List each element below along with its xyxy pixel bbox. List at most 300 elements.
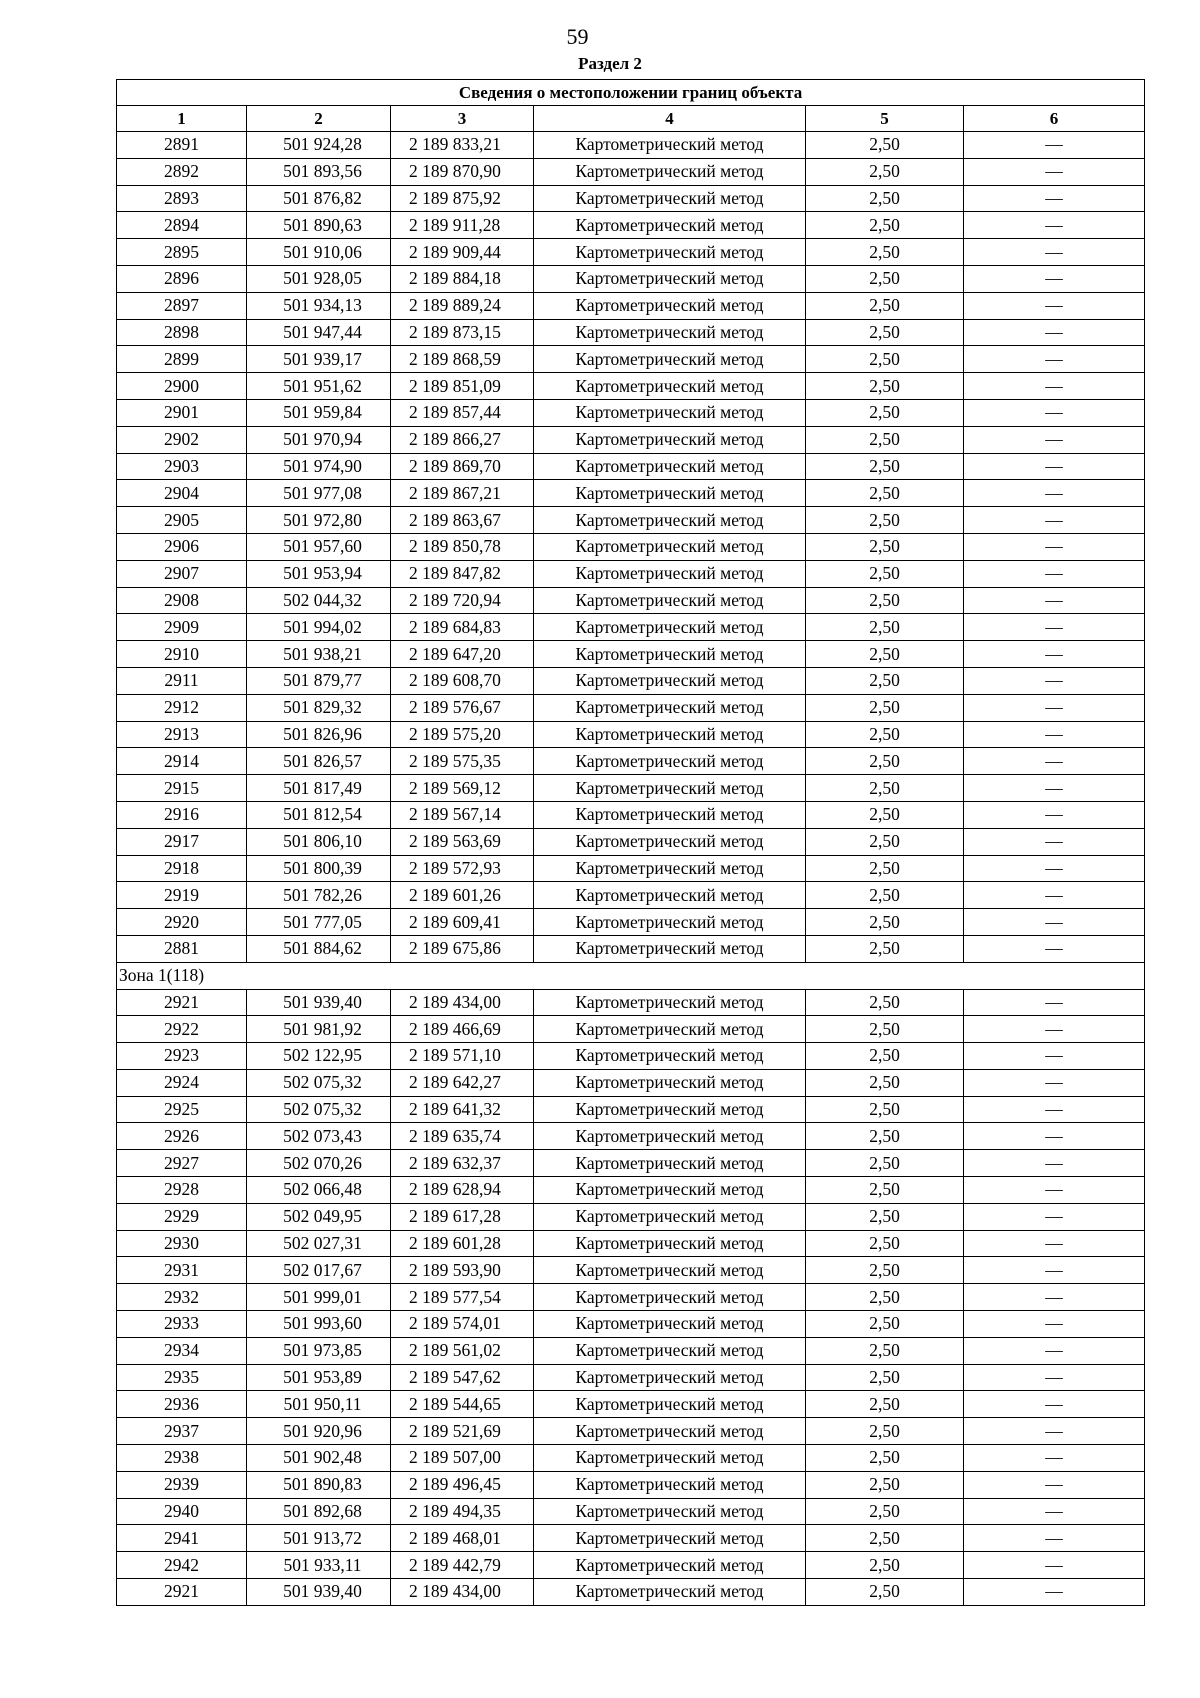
coordinate-x-cell: 501 950,11 bbox=[247, 1391, 391, 1418]
table-row bbox=[117, 533, 1145, 560]
accuracy-cell: 2,50 bbox=[806, 1257, 964, 1284]
table-row bbox=[117, 158, 1145, 185]
point-number-cell: 2913 bbox=[117, 721, 247, 748]
coordinate-x-cell: 501 913,72 bbox=[247, 1525, 391, 1552]
table-row bbox=[117, 721, 1145, 748]
description-cell: — bbox=[964, 533, 1145, 560]
coordinate-x-cell: 501 826,96 bbox=[247, 721, 391, 748]
description-cell: — bbox=[964, 1552, 1145, 1579]
accuracy-cell: 2,50 bbox=[806, 882, 964, 909]
accuracy-cell: 2,50 bbox=[806, 1471, 964, 1498]
accuracy-cell: 2,50 bbox=[806, 1364, 964, 1391]
coordinate-y-cell: 2 189 863,67 bbox=[391, 507, 534, 534]
description-cell: — bbox=[964, 1498, 1145, 1525]
method-cell: Картометрический метод bbox=[534, 373, 806, 400]
method-cell: Картометрический метод bbox=[534, 1364, 806, 1391]
coordinate-x-cell: 501 994,02 bbox=[247, 614, 391, 641]
coordinate-x-cell: 502 073,43 bbox=[247, 1123, 391, 1150]
accuracy-cell: 2,50 bbox=[806, 1445, 964, 1472]
point-number-cell: 2904 bbox=[117, 480, 247, 507]
table-row bbox=[117, 1364, 1145, 1391]
method-cell: Картометрический метод bbox=[534, 587, 806, 614]
coordinate-y-cell: 2 189 870,90 bbox=[391, 158, 534, 185]
coordinate-y-cell: 2 189 675,86 bbox=[391, 935, 534, 962]
table-row bbox=[117, 828, 1145, 855]
method-cell: Картометрический метод bbox=[534, 1284, 806, 1311]
table-row bbox=[117, 1257, 1145, 1284]
point-number-cell: 2911 bbox=[117, 667, 247, 694]
coordinate-y-cell: 2 189 875,92 bbox=[391, 185, 534, 212]
description-cell: — bbox=[964, 1123, 1145, 1150]
accuracy-cell: 2,50 bbox=[806, 292, 964, 319]
coordinate-x-cell: 501 951,62 bbox=[247, 373, 391, 400]
table-row bbox=[117, 373, 1145, 400]
description-cell: — bbox=[964, 775, 1145, 802]
table-row bbox=[117, 265, 1145, 292]
accuracy-cell: 2,50 bbox=[806, 1177, 964, 1204]
point-number-cell: 2910 bbox=[117, 641, 247, 668]
coordinate-y-cell: 2 189 434,00 bbox=[391, 989, 534, 1016]
point-number-cell: 2932 bbox=[117, 1284, 247, 1311]
table-row bbox=[117, 855, 1145, 882]
point-number-cell: 2936 bbox=[117, 1391, 247, 1418]
point-number-cell: 2920 bbox=[117, 909, 247, 936]
accuracy-cell: 2,50 bbox=[806, 641, 964, 668]
accuracy-cell: 2,50 bbox=[806, 989, 964, 1016]
point-number-cell: 2907 bbox=[117, 560, 247, 587]
coordinate-x-cell: 501 959,84 bbox=[247, 399, 391, 426]
point-number-cell: 2926 bbox=[117, 1123, 247, 1150]
table-row bbox=[117, 239, 1145, 266]
point-number-cell: 2903 bbox=[117, 453, 247, 480]
description-cell: — bbox=[964, 265, 1145, 292]
point-number-cell: 2901 bbox=[117, 399, 247, 426]
table-row bbox=[117, 1337, 1145, 1364]
point-number-cell: 2895 bbox=[117, 239, 247, 266]
coordinate-y-cell: 2 189 628,94 bbox=[391, 1177, 534, 1204]
method-cell: Картометрический метод bbox=[534, 1471, 806, 1498]
description-cell: — bbox=[964, 185, 1145, 212]
description-cell: — bbox=[964, 399, 1145, 426]
accuracy-cell: 2,50 bbox=[806, 346, 964, 373]
table-row bbox=[117, 1525, 1145, 1552]
description-cell: — bbox=[964, 292, 1145, 319]
coordinate-x-cell: 502 017,67 bbox=[247, 1257, 391, 1284]
coordinate-y-cell: 2 189 521,69 bbox=[391, 1418, 534, 1445]
description-cell: — bbox=[964, 453, 1145, 480]
description-cell: — bbox=[964, 1069, 1145, 1096]
coordinate-x-cell: 502 066,48 bbox=[247, 1177, 391, 1204]
table-row bbox=[117, 212, 1145, 239]
point-number-cell: 2941 bbox=[117, 1525, 247, 1552]
method-cell: Картометрический метод bbox=[534, 614, 806, 641]
coordinate-x-cell: 501 782,26 bbox=[247, 882, 391, 909]
coordinate-x-cell: 501 892,68 bbox=[247, 1498, 391, 1525]
coordinate-y-cell: 2 189 884,18 bbox=[391, 265, 534, 292]
coordinate-x-cell: 502 075,32 bbox=[247, 1096, 391, 1123]
coordinate-y-cell: 2 189 567,14 bbox=[391, 801, 534, 828]
coordinate-x-cell: 501 800,39 bbox=[247, 855, 391, 882]
column-number: 4 bbox=[534, 106, 806, 132]
accuracy-cell: 2,50 bbox=[806, 855, 964, 882]
coordinate-x-cell: 501 939,40 bbox=[247, 1579, 391, 1606]
point-number-cell: 2902 bbox=[117, 426, 247, 453]
table-row bbox=[117, 1445, 1145, 1472]
point-number-cell: 2891 bbox=[117, 132, 247, 159]
method-cell: Картометрический метод bbox=[534, 1123, 806, 1150]
table-row bbox=[117, 1123, 1145, 1150]
coordinate-y-cell: 2 189 869,70 bbox=[391, 453, 534, 480]
coordinate-x-cell: 501 876,82 bbox=[247, 185, 391, 212]
table-row bbox=[117, 1016, 1145, 1043]
method-cell: Картометрический метод bbox=[534, 1391, 806, 1418]
point-number-cell: 2908 bbox=[117, 587, 247, 614]
accuracy-cell: 2,50 bbox=[806, 507, 964, 534]
point-number-cell: 2937 bbox=[117, 1418, 247, 1445]
coordinate-y-cell: 2 189 496,45 bbox=[391, 1471, 534, 1498]
table-row bbox=[117, 319, 1145, 346]
column-number: 3 bbox=[391, 106, 534, 132]
method-cell: Картометрический метод bbox=[534, 748, 806, 775]
table-row bbox=[117, 453, 1145, 480]
accuracy-cell: 2,50 bbox=[806, 1418, 964, 1445]
coordinate-y-cell: 2 189 547,62 bbox=[391, 1364, 534, 1391]
description-cell: — bbox=[964, 1043, 1145, 1070]
coordinate-y-cell: 2 189 468,01 bbox=[391, 1525, 534, 1552]
accuracy-cell: 2,50 bbox=[806, 212, 964, 239]
description-cell: — bbox=[964, 346, 1145, 373]
description-cell: — bbox=[964, 1257, 1145, 1284]
description-cell: — bbox=[964, 239, 1145, 266]
table-row bbox=[117, 1043, 1145, 1070]
method-cell: Картометрический метод bbox=[534, 935, 806, 962]
point-number-cell: 2929 bbox=[117, 1203, 247, 1230]
coordinate-x-cell: 502 070,26 bbox=[247, 1150, 391, 1177]
accuracy-cell: 2,50 bbox=[806, 828, 964, 855]
point-number-cell: 2930 bbox=[117, 1230, 247, 1257]
description-cell: — bbox=[964, 480, 1145, 507]
coordinate-y-cell: 2 189 857,44 bbox=[391, 399, 534, 426]
coordinate-x-cell: 501 993,60 bbox=[247, 1311, 391, 1338]
point-number-cell: 2928 bbox=[117, 1177, 247, 1204]
coordinate-x-cell: 501 902,48 bbox=[247, 1445, 391, 1472]
method-cell: Картометрический метод bbox=[534, 1177, 806, 1204]
method-cell: Картометрический метод bbox=[534, 319, 806, 346]
method-cell: Картометрический метод bbox=[534, 1150, 806, 1177]
table-row bbox=[117, 1150, 1145, 1177]
method-cell: Картометрический метод bbox=[534, 801, 806, 828]
coordinate-x-cell: 501 939,17 bbox=[247, 346, 391, 373]
point-number-cell: 2892 bbox=[117, 158, 247, 185]
point-number-cell: 2905 bbox=[117, 507, 247, 534]
method-cell: Картометрический метод bbox=[534, 1445, 806, 1472]
coordinate-y-cell: 2 189 574,01 bbox=[391, 1311, 534, 1338]
accuracy-cell: 2,50 bbox=[806, 1391, 964, 1418]
description-cell: — bbox=[964, 158, 1145, 185]
description-cell: — bbox=[964, 507, 1145, 534]
table-row bbox=[117, 426, 1145, 453]
table-row bbox=[117, 614, 1145, 641]
accuracy-cell: 2,50 bbox=[806, 319, 964, 346]
accuracy-cell: 2,50 bbox=[806, 480, 964, 507]
coordinate-x-cell: 501 884,62 bbox=[247, 935, 391, 962]
method-cell: Картометрический метод bbox=[534, 1016, 806, 1043]
coordinate-y-cell: 2 189 494,35 bbox=[391, 1498, 534, 1525]
accuracy-cell: 2,50 bbox=[806, 1230, 964, 1257]
coordinate-y-cell: 2 189 569,12 bbox=[391, 775, 534, 802]
coordinate-y-cell: 2 189 577,54 bbox=[391, 1284, 534, 1311]
coordinate-x-cell: 501 977,08 bbox=[247, 480, 391, 507]
coordinate-x-cell: 501 981,92 bbox=[247, 1016, 391, 1043]
coordinate-x-cell: 501 928,05 bbox=[247, 265, 391, 292]
table-row bbox=[117, 480, 1145, 507]
accuracy-cell: 2,50 bbox=[806, 667, 964, 694]
description-cell: — bbox=[964, 1391, 1145, 1418]
method-cell: Картометрический метод bbox=[534, 1043, 806, 1070]
table-row bbox=[117, 560, 1145, 587]
description-cell: — bbox=[964, 1579, 1145, 1606]
coordinate-x-cell: 501 812,54 bbox=[247, 801, 391, 828]
method-cell: Картометрический метод bbox=[534, 212, 806, 239]
accuracy-cell: 2,50 bbox=[806, 801, 964, 828]
point-number-cell: 2896 bbox=[117, 265, 247, 292]
point-number-cell: 2925 bbox=[117, 1096, 247, 1123]
description-cell: — bbox=[964, 989, 1145, 1016]
coordinate-x-cell: 501 829,32 bbox=[247, 694, 391, 721]
coordinate-x-cell: 501 973,85 bbox=[247, 1337, 391, 1364]
accuracy-cell: 2,50 bbox=[806, 158, 964, 185]
method-cell: Картометрический метод bbox=[534, 1311, 806, 1338]
method-cell: Картометрический метод bbox=[534, 426, 806, 453]
point-number-cell: 2919 bbox=[117, 882, 247, 909]
accuracy-cell: 2,50 bbox=[806, 265, 964, 292]
method-cell: Картометрический метод bbox=[534, 1069, 806, 1096]
column-number-row bbox=[117, 106, 1145, 132]
method-cell: Картометрический метод bbox=[534, 855, 806, 882]
coordinate-y-cell: 2 189 575,20 bbox=[391, 721, 534, 748]
description-cell: — bbox=[964, 1364, 1145, 1391]
point-number-cell: 2914 bbox=[117, 748, 247, 775]
table-row bbox=[117, 882, 1145, 909]
point-number-cell: 2927 bbox=[117, 1150, 247, 1177]
accuracy-cell: 2,50 bbox=[806, 132, 964, 159]
table-row bbox=[117, 1311, 1145, 1338]
method-cell: Картометрический метод bbox=[534, 882, 806, 909]
method-cell: Картометрический метод bbox=[534, 667, 806, 694]
accuracy-cell: 2,50 bbox=[806, 587, 964, 614]
table-row bbox=[117, 989, 1145, 1016]
column-number: 2 bbox=[247, 106, 391, 132]
coordinate-y-cell: 2 189 563,69 bbox=[391, 828, 534, 855]
accuracy-cell: 2,50 bbox=[806, 775, 964, 802]
table-row bbox=[117, 694, 1145, 721]
zone-row bbox=[117, 962, 1145, 989]
description-cell: — bbox=[964, 721, 1145, 748]
section-title: Раздел 2 bbox=[578, 54, 642, 73]
table-row bbox=[117, 292, 1145, 319]
table-row bbox=[117, 1391, 1145, 1418]
accuracy-cell: 2,50 bbox=[806, 533, 964, 560]
accuracy-cell: 2,50 bbox=[806, 1284, 964, 1311]
point-number-cell: 2934 bbox=[117, 1337, 247, 1364]
accuracy-cell: 2,50 bbox=[806, 1337, 964, 1364]
description-cell: — bbox=[964, 641, 1145, 668]
description-cell: — bbox=[964, 1471, 1145, 1498]
table-row bbox=[117, 1230, 1145, 1257]
column-number: 6 bbox=[964, 106, 1145, 132]
coordinate-y-cell: 2 189 833,21 bbox=[391, 132, 534, 159]
description-cell: — bbox=[964, 748, 1145, 775]
method-cell: Картометрический метод bbox=[534, 909, 806, 936]
description-cell: — bbox=[964, 855, 1145, 882]
description-cell: — bbox=[964, 1096, 1145, 1123]
point-number-cell: 2921 bbox=[117, 989, 247, 1016]
description-cell: — bbox=[964, 828, 1145, 855]
table-row bbox=[117, 1096, 1145, 1123]
method-cell: Картометрический метод bbox=[534, 560, 806, 587]
point-number-cell: 2881 bbox=[117, 935, 247, 962]
table-caption: Сведения о местоположении границ объекта bbox=[117, 80, 1145, 106]
point-number-cell: 2894 bbox=[117, 212, 247, 239]
table-row bbox=[117, 1177, 1145, 1204]
description-cell: — bbox=[964, 1445, 1145, 1472]
coordinate-y-cell: 2 189 720,94 bbox=[391, 587, 534, 614]
table-row bbox=[117, 399, 1145, 426]
point-number-cell: 2912 bbox=[117, 694, 247, 721]
coordinate-x-cell: 501 879,77 bbox=[247, 667, 391, 694]
accuracy-cell: 2,50 bbox=[806, 1150, 964, 1177]
coordinate-y-cell: 2 189 466,69 bbox=[391, 1016, 534, 1043]
page-number: 59 bbox=[566, 24, 589, 49]
table-row bbox=[117, 1418, 1145, 1445]
coordinate-y-cell: 2 189 850,78 bbox=[391, 533, 534, 560]
accuracy-cell: 2,50 bbox=[806, 1043, 964, 1070]
table-row bbox=[117, 775, 1145, 802]
accuracy-cell: 2,50 bbox=[806, 1203, 964, 1230]
description-cell: — bbox=[964, 587, 1145, 614]
coordinate-y-cell: 2 189 575,35 bbox=[391, 748, 534, 775]
method-cell: Картометрический метод bbox=[534, 989, 806, 1016]
point-number-cell: 2923 bbox=[117, 1043, 247, 1070]
column-number: 1 bbox=[117, 106, 247, 132]
accuracy-cell: 2,50 bbox=[806, 1552, 964, 1579]
coordinate-x-cell: 501 890,63 bbox=[247, 212, 391, 239]
coordinate-x-cell: 501 910,06 bbox=[247, 239, 391, 266]
accuracy-cell: 2,50 bbox=[806, 1579, 964, 1606]
point-number-cell: 2933 bbox=[117, 1311, 247, 1338]
point-number-cell: 2918 bbox=[117, 855, 247, 882]
table-row bbox=[117, 801, 1145, 828]
accuracy-cell: 2,50 bbox=[806, 1311, 964, 1338]
coordinate-y-cell: 2 189 434,00 bbox=[391, 1579, 534, 1606]
accuracy-cell: 2,50 bbox=[806, 373, 964, 400]
coordinate-x-cell: 502 049,95 bbox=[247, 1203, 391, 1230]
table-row bbox=[117, 1471, 1145, 1498]
point-number-cell: 2940 bbox=[117, 1498, 247, 1525]
point-number-cell: 2893 bbox=[117, 185, 247, 212]
coordinate-x-cell: 502 027,31 bbox=[247, 1230, 391, 1257]
description-cell: — bbox=[964, 132, 1145, 159]
coordinate-y-cell: 2 189 868,59 bbox=[391, 346, 534, 373]
table-row bbox=[117, 935, 1145, 962]
description-cell: — bbox=[964, 1525, 1145, 1552]
method-cell: Картометрический метод bbox=[534, 507, 806, 534]
point-number-cell: 2916 bbox=[117, 801, 247, 828]
point-number-cell: 2924 bbox=[117, 1069, 247, 1096]
table-row bbox=[117, 1203, 1145, 1230]
table-row bbox=[117, 1552, 1145, 1579]
coordinate-y-cell: 2 189 572,93 bbox=[391, 855, 534, 882]
method-cell: Картометрический метод bbox=[534, 828, 806, 855]
point-number-cell: 2906 bbox=[117, 533, 247, 560]
method-cell: Картометрический метод bbox=[534, 292, 806, 319]
coordinate-x-cell: 501 817,49 bbox=[247, 775, 391, 802]
coordinate-y-cell: 2 189 601,28 bbox=[391, 1230, 534, 1257]
accuracy-cell: 2,50 bbox=[806, 614, 964, 641]
coordinate-x-cell: 501 920,96 bbox=[247, 1418, 391, 1445]
coordinate-x-cell: 501 938,21 bbox=[247, 641, 391, 668]
coordinate-y-cell: 2 189 571,10 bbox=[391, 1043, 534, 1070]
point-number-cell: 2915 bbox=[117, 775, 247, 802]
coordinate-y-cell: 2 189 909,44 bbox=[391, 239, 534, 266]
coordinate-y-cell: 2 189 851,09 bbox=[391, 373, 534, 400]
description-cell: — bbox=[964, 1016, 1145, 1043]
point-number-cell: 2900 bbox=[117, 373, 247, 400]
coordinate-y-cell: 2 189 442,79 bbox=[391, 1552, 534, 1579]
coordinate-y-cell: 2 189 507,00 bbox=[391, 1445, 534, 1472]
coordinate-y-cell: 2 189 684,83 bbox=[391, 614, 534, 641]
method-cell: Картометрический метод bbox=[534, 1337, 806, 1364]
coordinate-x-cell: 501 970,94 bbox=[247, 426, 391, 453]
accuracy-cell: 2,50 bbox=[806, 185, 964, 212]
table-row bbox=[117, 1579, 1145, 1606]
accuracy-cell: 2,50 bbox=[806, 748, 964, 775]
description-cell: — bbox=[964, 1203, 1145, 1230]
coordinate-y-cell: 2 189 609,41 bbox=[391, 909, 534, 936]
method-cell: Картометрический метод bbox=[534, 453, 806, 480]
coordinate-x-cell: 501 777,05 bbox=[247, 909, 391, 936]
coordinate-x-cell: 502 044,32 bbox=[247, 587, 391, 614]
table-row bbox=[117, 132, 1145, 159]
coordinate-y-cell: 2 189 593,90 bbox=[391, 1257, 534, 1284]
method-cell: Картометрический метод bbox=[534, 1498, 806, 1525]
description-cell: — bbox=[964, 882, 1145, 909]
coordinate-y-cell: 2 189 889,24 bbox=[391, 292, 534, 319]
coordinate-y-cell: 2 189 608,70 bbox=[391, 667, 534, 694]
accuracy-cell: 2,50 bbox=[806, 426, 964, 453]
description-cell: — bbox=[964, 667, 1145, 694]
coordinate-x-cell: 501 826,57 bbox=[247, 748, 391, 775]
coordinate-y-cell: 2 189 544,65 bbox=[391, 1391, 534, 1418]
table-row bbox=[117, 748, 1145, 775]
point-number-cell: 2931 bbox=[117, 1257, 247, 1284]
accuracy-cell: 2,50 bbox=[806, 1498, 964, 1525]
table-row bbox=[117, 346, 1145, 373]
coordinate-y-cell: 2 189 635,74 bbox=[391, 1123, 534, 1150]
coordinate-x-cell: 502 075,32 bbox=[247, 1069, 391, 1096]
method-cell: Картометрический метод bbox=[534, 1203, 806, 1230]
description-cell: — bbox=[964, 1284, 1145, 1311]
coordinate-y-cell: 2 189 561,02 bbox=[391, 1337, 534, 1364]
description-cell: — bbox=[964, 426, 1145, 453]
point-number-cell: 2898 bbox=[117, 319, 247, 346]
description-cell: — bbox=[964, 1337, 1145, 1364]
description-cell: — bbox=[964, 614, 1145, 641]
point-number-cell: 2922 bbox=[117, 1016, 247, 1043]
coordinate-x-cell: 501 939,40 bbox=[247, 989, 391, 1016]
table-row bbox=[117, 641, 1145, 668]
method-cell: Картометрический метод bbox=[534, 721, 806, 748]
